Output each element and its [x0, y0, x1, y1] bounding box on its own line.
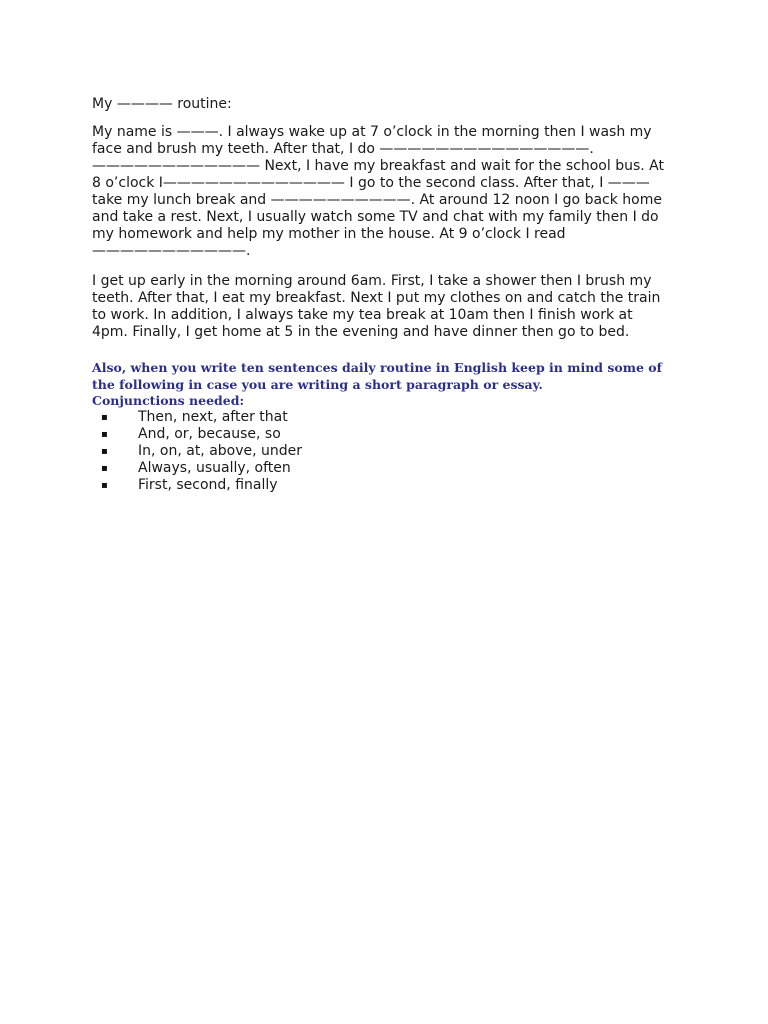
- square-bullet-icon: ▪: [101, 463, 108, 474]
- tip-note: Also, when you write ten sentences daily routine in English keep in mind some of the following in case you are writing a short paragraph or essay.: [92, 360, 663, 392]
- document-title: My ———— routine:: [92, 96, 232, 112]
- fill-in-paragraph: My name is ———. I always wake up at 7 o’clock in the morning then I wash my face and brush my teeth. After that, I do ———————————————. ———————————— Next, I have my breakfast and wait for the school bus. At 8 o’clock I————————————— I go to the second class. After that, I ——— take my lunch break and ——————————. At around 12 noon I go back home and take a rest. Next, I usually watch some TV and chat with my family then I do my homework and help my mother in the house. At 9 o’clock I read ———————————.: [92, 124, 664, 259]
- conjunction-text: Always, usually, often: [138, 460, 291, 476]
- conjunction-text: First, second, finally: [138, 477, 278, 493]
- conjunctions-list: [92, 409, 692, 494]
- conjunction-text: Then, next, after that: [138, 409, 288, 425]
- list-item: [92, 460, 692, 477]
- list-item: [92, 409, 692, 426]
- square-bullet-icon: ▪: [101, 446, 108, 457]
- conjunction-text: In, on, at, above, under: [138, 443, 303, 459]
- example-paragraph: I get up early in the morning around 6am. First, I take a shower then I brush my teeth. After that, I eat my breakfast. Next I put my clothes on and catch the train to work. In addition, I always take my tea break at 10am then I finish work at 4pm. Finally, I get home at 5 in the evening and have dinner then go to bed.: [92, 273, 661, 340]
- square-bullet-icon: ▪: [101, 412, 108, 423]
- document-page: [92, 96, 692, 494]
- conjunction-text: And, or, because, so: [138, 426, 281, 442]
- list-item: [92, 426, 692, 443]
- list-item: [92, 477, 692, 494]
- list-item: [92, 443, 692, 460]
- square-bullet-icon: ▪: [101, 429, 108, 440]
- square-bullet-icon: ▪: [101, 480, 108, 491]
- conjunctions-heading: Conjunctions needed:: [92, 393, 245, 408]
